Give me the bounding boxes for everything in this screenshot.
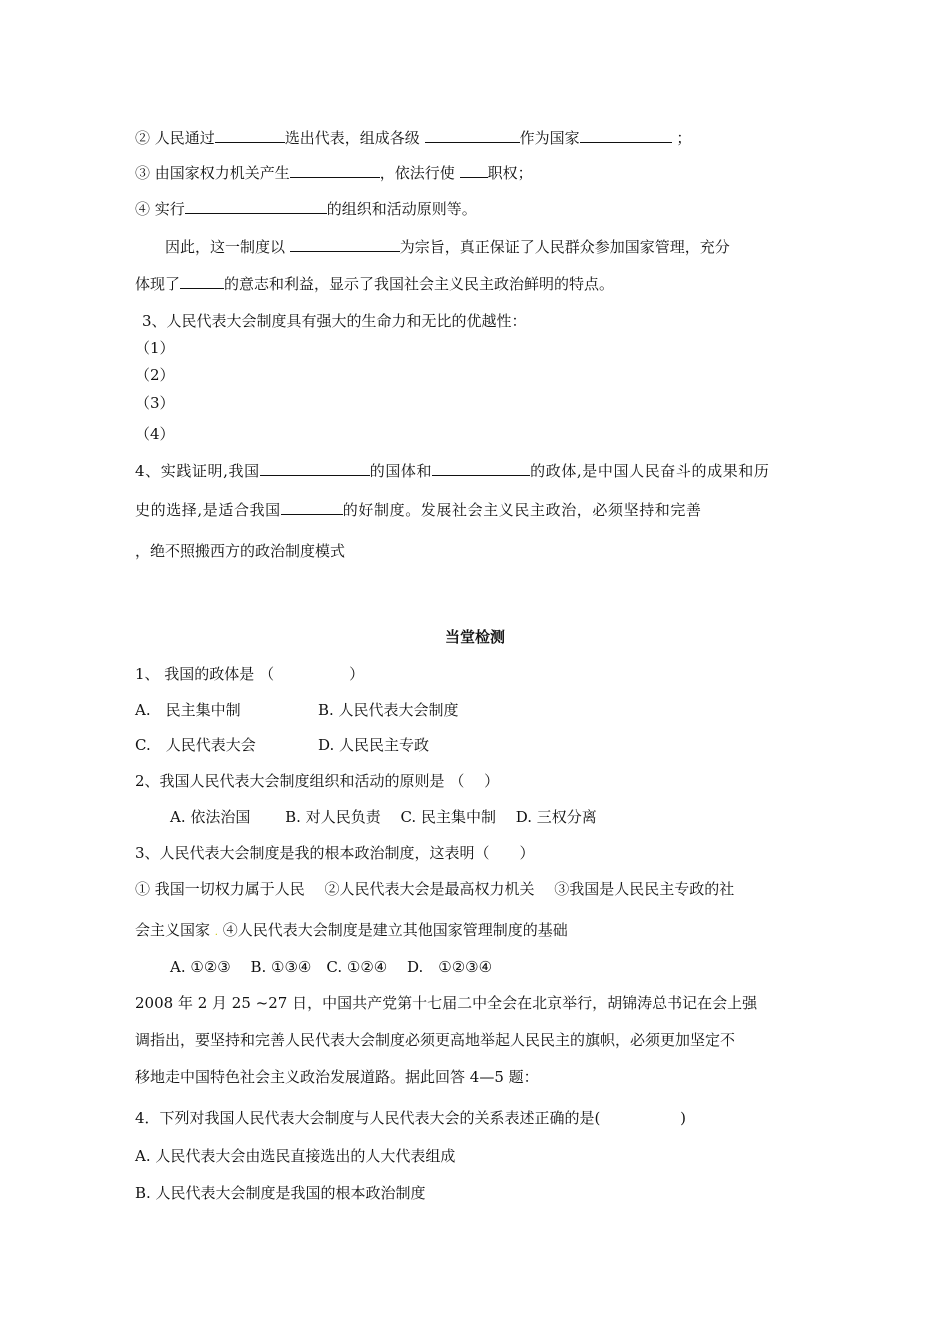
- stray-mark: .: [214, 927, 218, 938]
- blank[interactable]: [281, 500, 343, 515]
- q1-options-row-1: [135, 700, 459, 720]
- passage-line-2: 调指出，要坚持和完善人民代表大会制度必须更高地举起人民民主的旗帜，必须更加坚定不: [135, 1031, 736, 1049]
- blank[interactable]: [185, 199, 327, 214]
- option-d[interactable]: D. 人民民主专政: [318, 736, 430, 754]
- item4-line-2: 史的选择,是适合我国 的好制度。发展社会主义民主政治，必须坚持和完善: [135, 501, 702, 519]
- fill-line-5: 体现了 的意志和利益，显示了我国社会主义民主政治鲜明的特点。: [135, 275, 615, 293]
- q3-stem: 3、人民代表大会制度是我的根本政治制度，这表明（ ）: [135, 844, 535, 862]
- item3-sub-2: （2）: [135, 366, 175, 384]
- q3-options-cd[interactable]: C. ①②④ D. ①②③④: [326, 958, 493, 976]
- blank[interactable]: [580, 128, 672, 143]
- blank[interactable]: [425, 128, 520, 143]
- fill-line-3: ④ 实行 的组织和活动原则等。: [135, 200, 477, 218]
- fill-line-2: ③ 由国家权力机关产生 ，依法行使 职权；: [135, 164, 533, 182]
- q3-statement-line-1: ① 我国一切权力属于人民 ②人民代表大会是最高权力机关 ③我国是人民民主专政的社: [135, 880, 735, 898]
- item4-line-3: ，绝不照搬西方的政治制度模式: [135, 542, 346, 560]
- blank[interactable]: [460, 163, 488, 178]
- option-b[interactable]: B. 人民代表大会制度: [318, 701, 459, 719]
- q1-stem: 1、 我国的政体是 （ ）: [135, 665, 365, 683]
- q4-stem: 4．下列对我国人民代表大会制度与人民代表大会的关系表述正确的是( ): [135, 1109, 687, 1127]
- blank[interactable]: [290, 163, 380, 178]
- fill-line-4: 因此，这一制度以 为宗旨，真正保证了人民群众参加国家管理，充分: [165, 238, 730, 256]
- item3-sub-1: （1）: [135, 339, 175, 357]
- blank[interactable]: [290, 237, 400, 252]
- q2-stem: 2、我国人民代表大会制度组织和活动的原则是 （ ）: [135, 772, 500, 790]
- q4-option-a[interactable]: A. 人民代表大会由选民直接选出的人大代表组成: [135, 1147, 456, 1165]
- section-title: 当堂检测: [444, 628, 505, 646]
- blank[interactable]: [432, 461, 530, 476]
- option-c[interactable]: C. 人民代表大会: [135, 736, 256, 754]
- fill-line-1: ② 人民通过 选出代表，组成各级 作为国家 ；: [135, 129, 692, 147]
- q3-statement-line-2: 会主义国家 . ④人民代表大会制度是建立其他国家管理制度的基础: [135, 921, 568, 939]
- passage-line-3: 移地走中国特色社会主义政治发展道路。据此回答 4—5 题：: [135, 1068, 539, 1086]
- item3-sub-3: （3）: [135, 394, 175, 412]
- option-a[interactable]: A. 民主集中制: [135, 701, 241, 719]
- item4-line-1: 4、实践证明,我国 的国体和 的政体,是中国人民奋斗的成果和历: [135, 462, 770, 480]
- q3-options-ab[interactable]: A. ①②③ B. ①③④: [170, 958, 312, 976]
- q4-option-b[interactable]: B. 人民代表大会制度是我国的根本政治制度: [135, 1184, 426, 1202]
- item3-sub-4: （4）: [135, 425, 175, 443]
- item3-title: 3、人民代表大会制度具有强大的生命力和无比的优越性：: [142, 312, 527, 330]
- blank[interactable]: [180, 274, 224, 289]
- q3-options: [170, 957, 492, 977]
- q1-options-row-2: [135, 735, 429, 755]
- passage-line-1: 2008 年 2 月 25 ~27 日，中国共产党第十七届二中全会在北京举行，胡锦涛总书记在会上强: [135, 994, 758, 1012]
- q2-options[interactable]: A. 依法治国 B. 对人民负责 C. 民主集中制 D. 三权分离: [170, 808, 597, 826]
- blank[interactable]: [215, 128, 285, 143]
- blank[interactable]: [260, 461, 370, 476]
